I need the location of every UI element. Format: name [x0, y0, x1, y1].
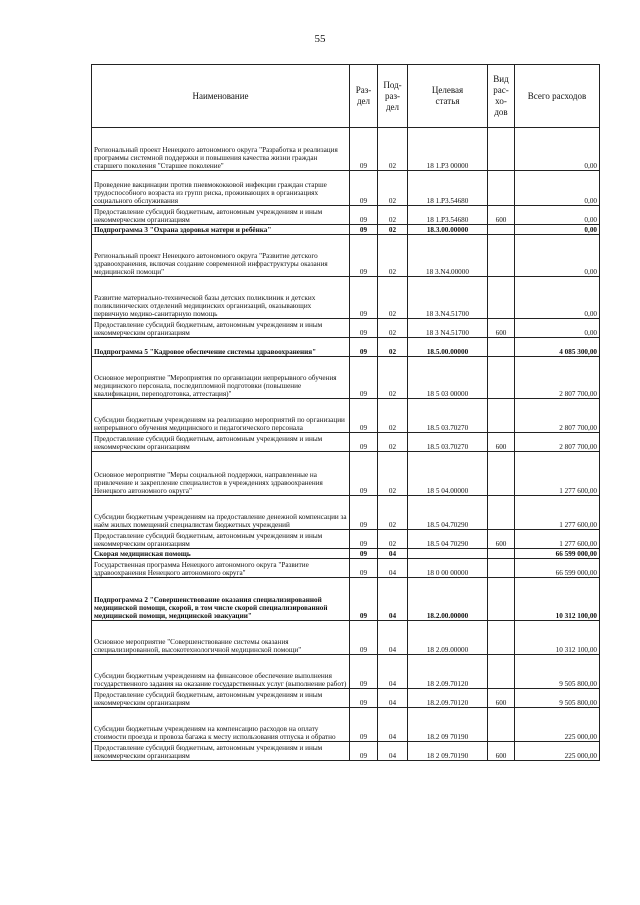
row-statya: 18 3.N4.51700 [408, 277, 488, 319]
row-total: 0,00 [515, 277, 600, 319]
row-razdel: 09 [350, 742, 378, 761]
row-podrazdel: 04 [378, 708, 408, 742]
row-total: 0,00 [515, 171, 600, 206]
row-total: 0,00 [515, 206, 600, 225]
row-razdel: 09 [350, 277, 378, 319]
row-razdel: 09 [350, 689, 378, 708]
table-row [92, 206, 600, 225]
row-razdel: 09 [350, 621, 378, 655]
row-podrazdel: 04 [378, 578, 408, 621]
row-razdel: 09 [350, 433, 378, 452]
row-podrazdel: 02 [378, 225, 408, 235]
table-row [92, 225, 600, 235]
row-total: 1 277 600,00 [515, 452, 600, 496]
row-razdel: 09 [350, 225, 378, 235]
row-podrazdel: 02 [378, 357, 408, 399]
row-razdel: 09 [350, 559, 378, 578]
row-total: 10 312 100,00 [515, 578, 600, 621]
table-row [92, 689, 600, 708]
row-statya: 18 5 04.00000 [408, 452, 488, 496]
row-vid [488, 708, 515, 742]
header-name: Наименование [92, 65, 350, 128]
row-vid [488, 235, 515, 277]
row-total: 10 312 100,00 [515, 621, 600, 655]
row-vid [488, 128, 515, 171]
row-statya: 18.5.00.00000 [408, 338, 488, 357]
table-row [92, 171, 600, 206]
row-statya: 18.2.00.00000 [408, 578, 488, 621]
row-razdel: 09 [350, 171, 378, 206]
table-row [92, 399, 600, 433]
row-razdel: 09 [350, 206, 378, 225]
row-statya: 18.5 04 70290 [408, 530, 488, 549]
row-name: Субсидии бюджетным учреждениям на финансовое обеспечение выполнения государственного задания на оказание государственных услуг (выполнение работ) [92, 655, 350, 689]
row-razdel: 09 [350, 655, 378, 689]
row-vid [488, 655, 515, 689]
row-total: 225 000,00 [515, 742, 600, 761]
table-row [92, 452, 600, 496]
row-vid [488, 399, 515, 433]
row-razdel: 09 [350, 452, 378, 496]
row-vid [488, 277, 515, 319]
row-razdel: 09 [350, 338, 378, 357]
row-name: Подпрограмма 3 "Охрана здоровья матери и ребёнка" [92, 225, 350, 235]
row-statya: 18 3 N4.51700 [408, 319, 488, 338]
row-name: Предоставление субсидий бюджетным, автономным учреждениям и иным некоммерческим организациям [92, 433, 350, 452]
row-total: 2 807 700,00 [515, 399, 600, 433]
row-podrazdel: 02 [378, 319, 408, 338]
table-row [92, 578, 600, 621]
row-total: 0,00 [515, 319, 600, 338]
row-name: Предоставление субсидий бюджетным, автономным учреждениям и иным некоммерческим организациям [92, 206, 350, 225]
row-name: Проведение вакцинации против пневмококковой инфекции граждан старше трудоспособного возраста из групп риска, проживающих в организациях социального обслуживания [92, 171, 350, 206]
row-name: Основное мероприятие "Меры социальной поддержки, направленные на привлечение и закрепление специалистов в учреждениях здравоохранения Ненецкого автономного округа" [92, 452, 350, 496]
row-podrazdel: 02 [378, 128, 408, 171]
row-razdel: 09 [350, 549, 378, 559]
row-statya: 18.3.00.00000 [408, 225, 488, 235]
row-podrazdel: 04 [378, 689, 408, 708]
row-razdel: 09 [350, 496, 378, 530]
row-statya [408, 549, 488, 559]
row-statya: 18.5 03.70270 [408, 399, 488, 433]
row-name: Основное мероприятие "Совершенствование системы оказания специализированной, высокотехнологичной медицинской помощи" [92, 621, 350, 655]
row-name: Региональный проект Ненецкого автономного округа "Развитие детского здравоохранения, включая создание современной инфраструктуры оказания медицинской помощи" [92, 235, 350, 277]
row-name: Основное мероприятие "Мероприятия по организации непрерывного обучения медицинского персонала, последипломной подготовки (повышение квалификации, переподготовка, аттестация)" [92, 357, 350, 399]
row-vid: 600 [488, 433, 515, 452]
row-statya: 18 1.P3.54680 [408, 206, 488, 225]
row-razdel: 09 [350, 708, 378, 742]
row-podrazdel: 02 [378, 338, 408, 357]
row-name: Предоставление субсидий бюджетным, автономным учреждениям и иным некоммерческим организациям [92, 319, 350, 338]
table-row [92, 319, 600, 338]
row-podrazdel: 02 [378, 496, 408, 530]
row-podrazdel: 02 [378, 277, 408, 319]
row-vid: 600 [488, 319, 515, 338]
row-vid [488, 338, 515, 357]
table-row [92, 128, 600, 171]
row-total: 66 599 000,00 [515, 559, 600, 578]
table-row [92, 235, 600, 277]
header-podrazdel: Под- раз- дел [378, 65, 408, 128]
row-name: Подпрограмма 5 "Кадровое обеспечение системы здравоохранения" [92, 338, 350, 357]
row-name: Предоставление субсидий бюджетным, автономным учреждениям и иным некоммерческим организациям [92, 689, 350, 708]
row-podrazdel: 02 [378, 452, 408, 496]
table-row [92, 549, 600, 559]
row-total: 66 599 000,00 [515, 549, 600, 559]
row-total: 0,00 [515, 128, 600, 171]
row-vid [488, 621, 515, 655]
header-statya: Целевая статья [408, 65, 488, 128]
header-vid: Вид рас- хо- дов [488, 65, 515, 128]
row-podrazdel: 02 [378, 530, 408, 549]
table-row [92, 742, 600, 761]
row-podrazdel: 04 [378, 559, 408, 578]
row-vid: 600 [488, 742, 515, 761]
row-total: 2 807 700,00 [515, 433, 600, 452]
row-statya: 18 1.P3.54680 [408, 171, 488, 206]
row-podrazdel: 02 [378, 206, 408, 225]
row-podrazdel: 02 [378, 399, 408, 433]
table-row [92, 708, 600, 742]
row-vid [488, 549, 515, 559]
row-statya: 18 0 00 00000 [408, 559, 488, 578]
row-statya: 18 2.09.70120 [408, 655, 488, 689]
row-name: Подпрограмма 2 "Совершенствование оказания специализированной медицинской помощи, скорой, в том числе скорой специализированной медицинской помощи, медицинской эвакуации" [92, 578, 350, 621]
row-podrazdel: 02 [378, 235, 408, 277]
table-row [92, 277, 600, 319]
row-total: 0,00 [515, 225, 600, 235]
row-statya: 18 3.N4.00000 [408, 235, 488, 277]
row-statya: 18 1.P3 00000 [408, 128, 488, 171]
row-podrazdel: 02 [378, 433, 408, 452]
row-total: 1 277 600,00 [515, 496, 600, 530]
row-podrazdel: 04 [378, 549, 408, 559]
row-razdel: 09 [350, 319, 378, 338]
row-podrazdel: 04 [378, 655, 408, 689]
row-vid: 600 [488, 206, 515, 225]
row-total: 9 505 800,00 [515, 689, 600, 708]
row-total: 2 807 700,00 [515, 357, 600, 399]
row-vid [488, 452, 515, 496]
row-vid [488, 171, 515, 206]
row-total: 4 085 300,00 [515, 338, 600, 357]
row-vid [488, 559, 515, 578]
table-row [92, 338, 600, 357]
row-vid [488, 225, 515, 235]
row-razdel: 09 [350, 128, 378, 171]
budget-table [91, 64, 600, 761]
table-row [92, 559, 600, 578]
table-row [92, 530, 600, 549]
row-razdel: 09 [350, 357, 378, 399]
row-vid: 600 [488, 689, 515, 708]
row-vid [488, 357, 515, 399]
table-body [92, 128, 600, 761]
row-podrazdel: 04 [378, 621, 408, 655]
row-statya: 18 2.09.00000 [408, 621, 488, 655]
row-razdel: 09 [350, 530, 378, 549]
row-razdel: 09 [350, 578, 378, 621]
row-statya: 18.2.09.70120 [408, 689, 488, 708]
row-name: Региональный проект Ненецкого автономного округа "Разработка и реализация программы системной поддержки и повышения качества жизни граждан старшего поколения "Старшее поколение" [92, 128, 350, 171]
row-total: 225 000,00 [515, 708, 600, 742]
table-row [92, 655, 600, 689]
row-total: 9 505 800,00 [515, 655, 600, 689]
table-header-row [92, 65, 600, 128]
row-name: Развитие материально-технической базы детских поликлиник и детских поликлинических отделений медицинских организаций, оказывающих первичную медико-санитарную помощь [92, 277, 350, 319]
page-number: 55 [314, 33, 326, 45]
row-podrazdel: 02 [378, 171, 408, 206]
table-row [92, 496, 600, 530]
row-name: Предоставление субсидий бюджетным, автономным учреждениям и иным некоммерческим организациям [92, 742, 350, 761]
row-vid [488, 578, 515, 621]
row-name: Предоставление субсидий бюджетным, автономным учреждениям и иным некоммерческим организациям [92, 530, 350, 549]
row-statya: 18.5 03.70270 [408, 433, 488, 452]
table-row [92, 621, 600, 655]
row-name: Субсидии бюджетным учреждениям на предоставление денежной компенсации за наём жилых помещений специалистам бюджетных учреждений [92, 496, 350, 530]
row-statya: 18 2 09.70190 [408, 742, 488, 761]
header-total: Всего расходов [515, 65, 600, 128]
row-razdel: 09 [350, 235, 378, 277]
row-vid: 600 [488, 530, 515, 549]
row-razdel: 09 [350, 399, 378, 433]
table-row [92, 357, 600, 399]
header-razdel: Раз- дел [350, 65, 378, 128]
row-total: 0,00 [515, 235, 600, 277]
row-statya: 18 5 03 00000 [408, 357, 488, 399]
row-statya: 18.2 09 70190 [408, 708, 488, 742]
table-row [92, 433, 600, 452]
row-name: Скорая медицинская помощь [92, 549, 350, 559]
row-name: Субсидии бюджетным учреждениям на реализацию мероприятий по организации непрерывного обучения медицинского и педагогического персонала [92, 399, 350, 433]
row-podrazdel: 04 [378, 742, 408, 761]
row-total: 1 277 600,00 [515, 530, 600, 549]
row-vid [488, 496, 515, 530]
row-name: Государственная программа Ненецкого автономного округа "Развитие здравоохранения Ненецкого автономного округа" [92, 559, 350, 578]
row-statya: 18.5 04.70290 [408, 496, 488, 530]
row-name: Субсидии бюджетным учреждениям на компенсацию расходов на оплату стоимости проезда и провоза багажа к месту использования отпуска и обратно [92, 708, 350, 742]
